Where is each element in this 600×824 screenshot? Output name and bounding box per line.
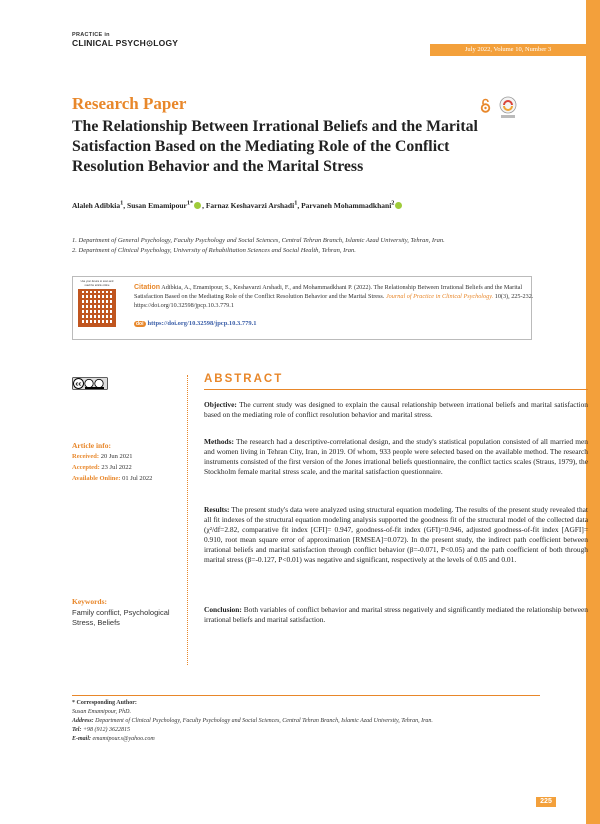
accepted-date	[72, 464, 132, 471]
objective-label: Objective:	[204, 400, 237, 409]
received-value: 20 Jun 2021	[100, 453, 133, 460]
right-edge-bar	[586, 0, 600, 824]
abstract-methods	[204, 437, 588, 477]
online-label: Available Online:	[72, 475, 121, 482]
email-link[interactable]: emamipour.s@yahoo.com	[91, 736, 155, 742]
issue-banner: July 2022, Volume 10, Number 3	[430, 44, 586, 56]
citation-tail: 10(3), 225-232. https://doi.org/10.32598/jpcp.10.3.779.1	[134, 293, 534, 309]
keywords-heading: Keywords:	[72, 597, 107, 606]
affiliations	[72, 236, 552, 256]
received-date	[72, 453, 132, 460]
accepted-label: Accepted:	[72, 464, 100, 471]
creative-commons-license-icon[interactable]	[72, 377, 108, 390]
citation-text	[134, 283, 534, 310]
address-label: Address:	[72, 718, 94, 724]
qr-caption: Use your device to scan and read the article online	[80, 280, 114, 287]
orcid-icon[interactable]	[194, 202, 201, 209]
author-separator: ,	[202, 200, 206, 210]
article-info-heading: Article info:	[72, 441, 111, 450]
corresponding-author	[72, 699, 540, 744]
address-text: Department of Clinical Psychology, Faculty Psychology and Social Sciences, Central Tehran Branch, Islamic Azad University, Tehran, Iran.	[93, 718, 433, 724]
author-affiliation-mark: 1	[120, 199, 124, 206]
author-name: Alaleh Adibkia	[72, 200, 121, 210]
doi-icon: doi	[136, 321, 144, 327]
footnote-rule	[72, 695, 540, 696]
results-text: The present study's data were analyzed using structural equation modeling. The results of the present study revealed that all fit indexes of the structural equation modeling analysis supported the goodness fit of the structural model of the collected data (χ²/df=2.82, comparative fit index [CFI]= 0.947, goodness-of-fit index (GFI)=0.946, adjusted goodness-of-fit index [AGFI]= 0.910, root mean square error of approximation [RMSEA]=0.072). In the present study, the indirect path coefficient between irrational beliefs and marital satisfaction through conflict behavior (β=-0.071, P<0.05) and the path coefficient of both through marital stress (β=-0.127, P<0.01) was negative and significant, respectively at the levels of 0.05 and 0.01.	[204, 505, 588, 565]
journal-logo	[72, 33, 178, 47]
abstract-results	[204, 505, 588, 566]
page-number: 225	[536, 797, 556, 807]
author	[72, 201, 127, 210]
svg-text:cc: cc	[75, 381, 82, 388]
affiliation-1: 1. Department of General Psychology, Faculty Psychology and Social Sciences, Central Tehran Branch, Islamic Azad University, Tehran, Iran.	[72, 237, 445, 244]
license-badge-text: cc by nc	[74, 391, 93, 397]
abstract-heading: ABSTRACT	[204, 373, 284, 385]
author-name: Farnaz Keshavarzi Arshadi	[205, 200, 295, 210]
paper-type: Research Paper	[72, 94, 187, 113]
crossmark-icon[interactable]	[498, 96, 518, 120]
doi-link[interactable]: https://doi.org/10.32598/jpcp.10.3.779.1	[147, 320, 257, 327]
affiliation-2: 2. Department of Clinical Psychology, University of Rehabilitation Sciences and Social Health, Tehran, Iran.	[72, 247, 356, 254]
author-name: Parvaneh Mohammadkhani	[301, 200, 392, 210]
citation-journal-link[interactable]: Journal of Practice in Clinical Psychology.	[385, 293, 494, 300]
results-label: Results:	[204, 505, 230, 514]
open-access-icon	[480, 98, 491, 113]
author	[127, 201, 206, 210]
author-affiliation-mark: 1	[294, 199, 298, 206]
objective-text: The current study was designed to explain the causal relationship between irrational beliefs and marital satisfaction based on the mediating role of conflict resolution behavior and marital stress.	[204, 400, 588, 420]
citation-body: Adibkia, A., Emamipour, S., Keshavarzi Arshadi, F., and Mohammadkhani P. (2022). The Relationship Between Irrational Beliefs and the Marital Satisfaction Based on the Mediating Role of the Conflict Resolution Behavior and the Marital Stress.	[134, 284, 523, 300]
tel-label: Tel:	[72, 727, 82, 733]
accepted-value: 23 Jul 2022	[101, 464, 132, 471]
author-list	[72, 199, 542, 210]
email-label: E-mail:	[72, 736, 91, 742]
author	[301, 201, 403, 210]
abstract-rule	[204, 389, 588, 390]
online-value: 01 Jul 2022	[122, 475, 153, 482]
received-label: Received:	[72, 453, 100, 460]
column-divider	[187, 375, 188, 665]
author-separator: ,	[297, 200, 302, 210]
author-name: Susan Emamipour	[127, 200, 187, 210]
abstract-objective	[204, 400, 588, 420]
qr-block	[78, 280, 116, 335]
corresponding-name: Susan Emamipour, PhD.	[72, 709, 132, 715]
tel-text: +98 (912) 3622815	[81, 727, 130, 733]
orcid-icon[interactable]	[395, 202, 402, 209]
citation-label: Citation	[134, 284, 161, 291]
author-affiliation-mark: 2	[391, 199, 395, 206]
journal-name-line2: CLINICAL PSYCH⊙LOGY	[72, 37, 179, 48]
author-affiliation-mark: 1*	[186, 199, 194, 206]
methods-text: The research had a descriptive-correlational design, and the study's statistical population consisted of all married men and women living in Tehran City, Iran, in 2019. Of whom, 933 people were selected based on the available method. The research instruments consisted of the first version of the Jones irrational beliefs questionnaire, the conflict tactics scales (Straus, 1979), the Stockholm female marital stress scale, and the marital satisfaction questionnaire.	[204, 437, 588, 477]
abstract-conclusion	[204, 605, 588, 625]
conclusion-text: Both variables of conflict behavior and marital stress negatively and significantly mediated the relationship between irrational beliefs and marital satisfaction.	[204, 605, 588, 625]
methods-label: Methods:	[204, 437, 234, 446]
online-date	[72, 475, 152, 482]
journal-name-line1: PRACTICE in	[72, 32, 110, 38]
author	[206, 201, 301, 210]
qr-code-icon[interactable]	[78, 289, 116, 327]
keywords-text: Family conflict, Psychological Stress, Beliefs	[72, 608, 170, 627]
conclusion-label: Conclusion:	[204, 605, 242, 614]
author-separator: ,	[123, 200, 128, 210]
corresponding-heading: * Corresponding Author:	[72, 700, 137, 706]
doi-line	[134, 320, 257, 327]
article-title: The Relationship Between Irrational Beliefs and the Marital Satisfaction Based on the Mediating Role of the Conflict Resolution Behavior and the Marital Stress	[72, 118, 478, 175]
